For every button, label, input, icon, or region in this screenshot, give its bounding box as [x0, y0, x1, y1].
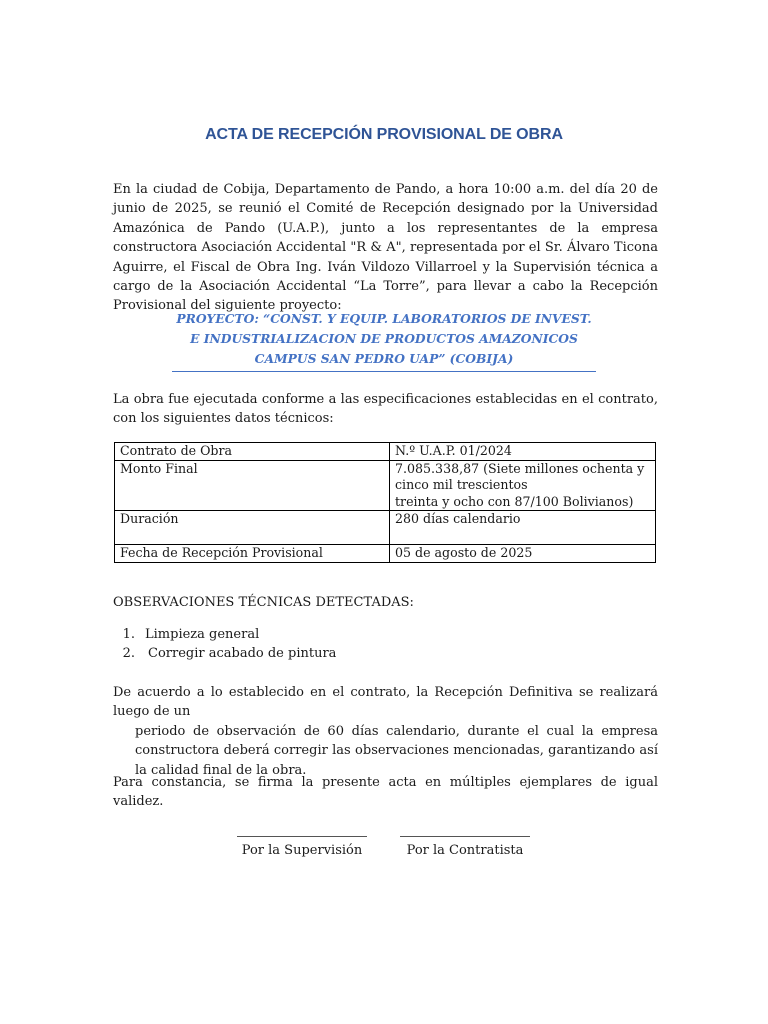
signature-line	[237, 836, 367, 837]
observations-heading: OBSERVACIONES TÉCNICAS DETECTADAS:	[113, 595, 414, 610]
table-cell-label: Contrato de Obra	[115, 443, 390, 461]
table-row	[115, 545, 656, 563]
list-item	[113, 625, 336, 644]
document-title: ACTA DE RECEPCIÓN PROVISIONAL DE OBRA	[205, 126, 563, 143]
project-name: PROYECTO: “CONST. Y EQUIP. LABORATORIOS DE INVEST. E INDUSTRIALIZACION DE PRODUCTOS AMAZONICOS CAMPUS SAN PEDRO UAP” (COBIJA)	[172, 309, 596, 372]
signature-contractor	[400, 820, 530, 858]
table-row	[115, 511, 656, 545]
table-cell-value	[390, 460, 656, 511]
table-cell-value: N.º U.A.P. 01/2024	[390, 443, 656, 461]
definitive-first-line: De acuerdo a lo establecido en el contrato, la Recepción Definitiva se realizará luego de un	[113, 685, 658, 720]
signature-line	[400, 836, 530, 837]
signature-supervision	[237, 820, 367, 858]
table-row	[115, 443, 656, 461]
definitive-rest: periodo de observación de 60 días calendario, durante el cual la empresa constructora deberá corregir las observaciones mencionadas, garantizando así la calidad final de la obra.	[135, 723, 658, 778]
list-number: 2.	[122, 646, 135, 661]
intro-paragraph: En la ciudad de Cobija, Departamento de Pando, a hora 10:00 a.m. del día 20 de junio de 2025, se reunió el Comité de Recepción designado por la Universidad Amazónica de Pando (U.A.P.), junto a los representantes de la empresa constructora Asociación Accidental "R & A", representada por el Sr. Álvaro Ticona Aguirre, el Fiscal de Obra Ing. Iván Vildozo Villarroel y la Supervisión técnica a cargo de la Asociación Accidental “La Torre”, para llevar a cabo la Recepción Provisional del siguiente proyecto:	[113, 182, 658, 314]
list-item	[113, 644, 336, 663]
signature-label: Por la Contratista	[406, 843, 524, 858]
signature-label: Por la Supervisión	[241, 843, 363, 858]
table-row	[115, 460, 656, 511]
technical-data-table	[114, 442, 656, 563]
list-text: Corregir acabado de pintura	[148, 646, 337, 661]
list-number: 1.	[122, 627, 135, 642]
table-cell-label: Duración	[115, 511, 390, 545]
table-cell-label: Monto Final	[115, 460, 390, 511]
observations-list	[113, 625, 336, 663]
definitive-reception-paragraph	[113, 683, 658, 780]
list-text: Limpieza general	[145, 627, 260, 642]
amount-line: treinta y ocho con 87/100 Bolivianos)	[395, 493, 634, 509]
amount-line: cinco mil trescientos	[395, 477, 528, 492]
technical-intro-paragraph: La obra fue ejecutada conforme a las especificaciones establecidas en el contrato, con los siguientes datos técnicos:	[113, 392, 658, 427]
table-cell-value: 05 de agosto de 2025	[390, 545, 656, 563]
table-cell-label: Fecha de Recepción Provisional	[115, 545, 390, 563]
table-cell-value: 280 días calendario	[390, 511, 656, 545]
amount-line: 7.085.338,87 (Siete millones ochenta y	[395, 460, 645, 476]
closing-paragraph: Para constancia, se firma la presente acta en múltiples ejemplares de igual validez.	[113, 775, 658, 810]
